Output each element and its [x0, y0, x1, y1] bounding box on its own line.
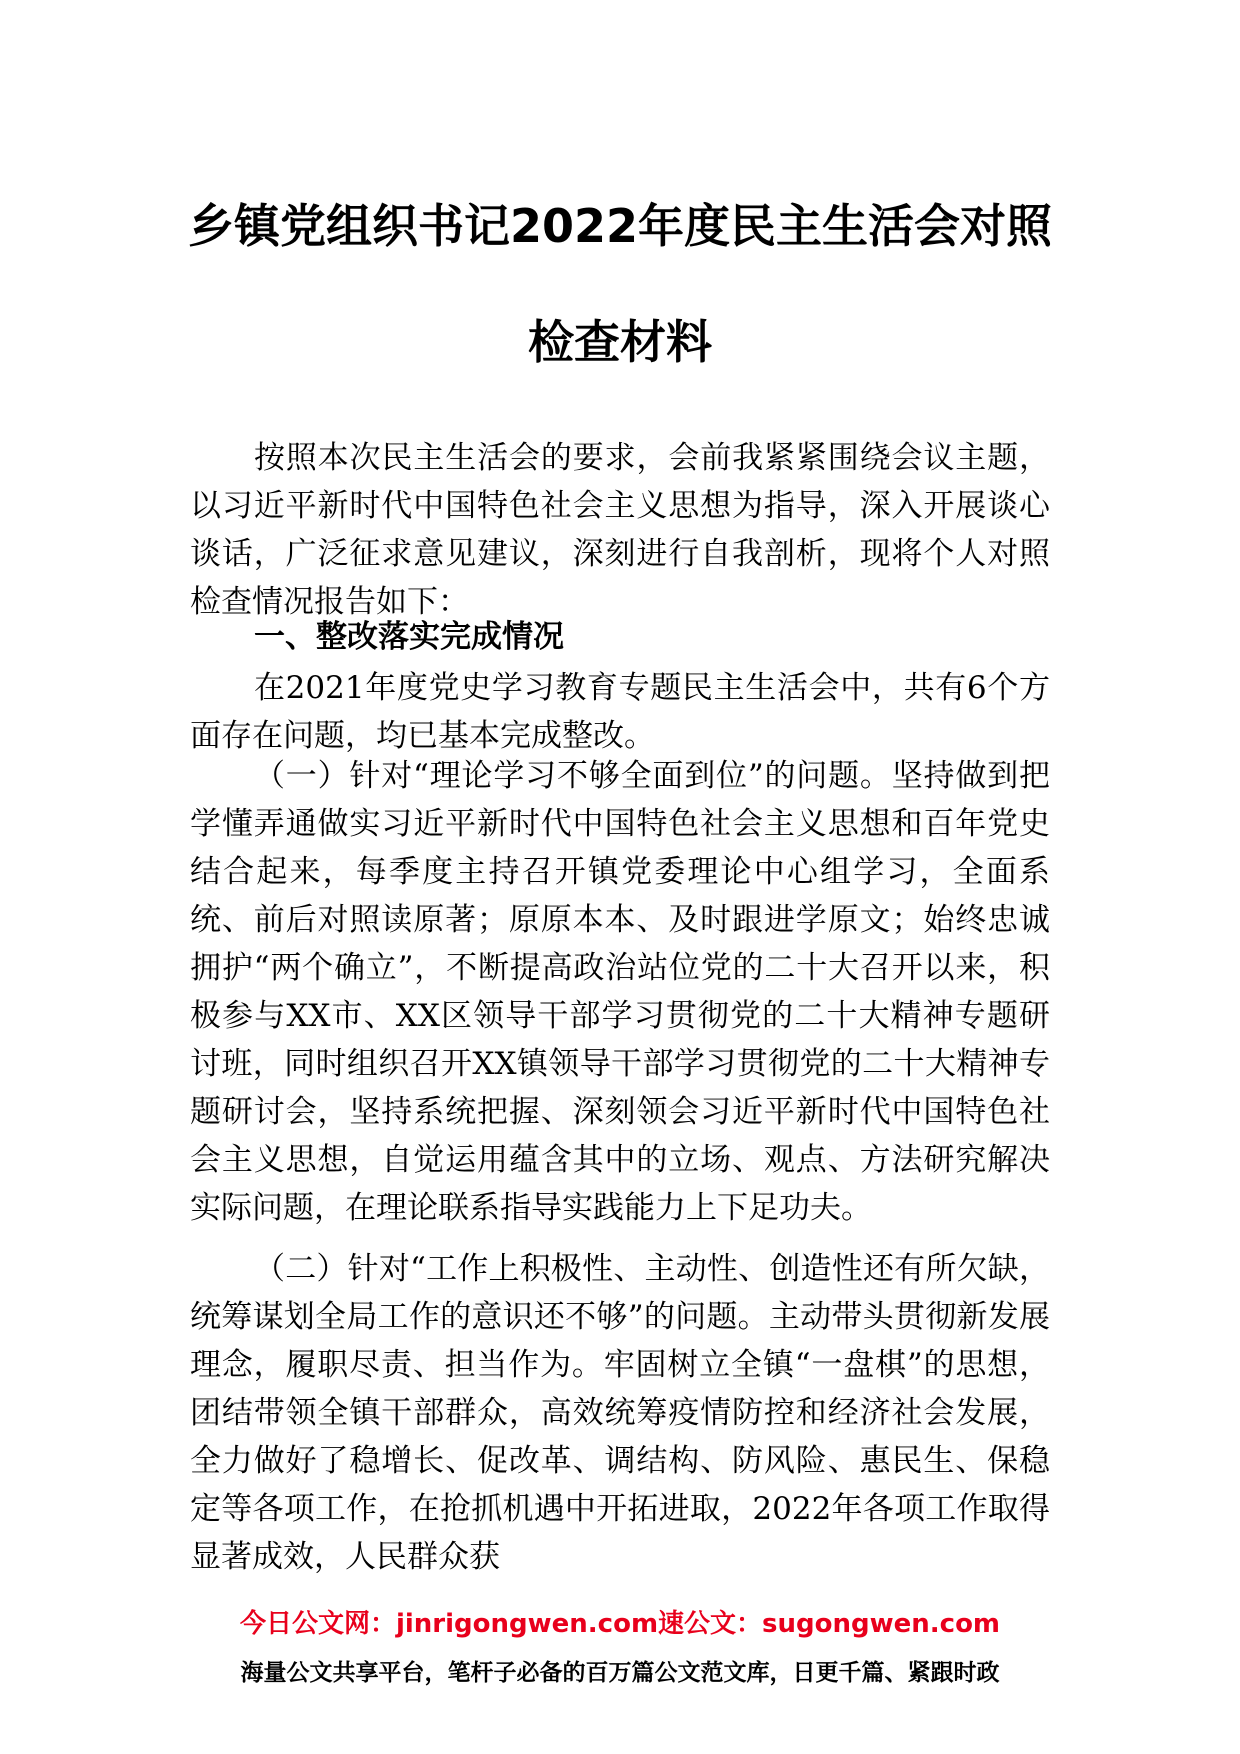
section1-paragraph: 在2021年度党史学习教育专题民主生活会中，共有6个方面存在问题，均已基本完成整改。	[190, 670, 1050, 754]
document-title-line-1: 乡镇党组织书记2022年度民主生活会对照	[187, 199, 1053, 253]
section-heading-1: 一、整改落实完成情况	[254, 619, 564, 655]
footer-watermark-line-1: 今日公文网：jinrigongwen.com速公文：sugongwen.com	[239, 1609, 1001, 1639]
document-title-line-2: 检查材料	[528, 315, 712, 369]
subsection-1-paragraph: （一）针对“理论学习不够全面到位”的问题。坚持做到把学懂弄通做实习近平新时代中国特色社会主义思想和百年党史结合起来，每季度主持召开镇党委理论中心组学习，全面系统、前后对照读原著；原原本本、及时跟进学原文；始终忠诚拥护“两个确立”，不断提高政治站位党的二十大召开以来，积极参与XX市、XX区领导干部学习贯彻党的二十大精神专题研讨班，同时组织召开XX镇领导干部学习贯彻党的二十大精神专题研讨会，坚持系统把握、深刻领会习近平新时代中国特色社会主义思想，自觉运用蕴含其中的立场、观点、方法研究解决实际问题，在理论联系指导实践能力上下足功夫。	[190, 758, 1050, 1226]
footer-watermark-line-2: 海量公文共享平台，笔杆子必备的百万篇公文范文库，日更千篇、紧跟时政	[240, 1660, 1000, 1686]
subsection-2-paragraph: （二）针对“工作上积极性、主动性、创造性还有所欠缺，统筹谋划全局工作的意识还不够”的问题。主动带头贯彻新发展理念，履职尽责、担当作为。牢固树立全镇“一盘棋”的思想，团结带领全镇干部群众，高效统筹疫情防控和经济社会发展，全力做好了稳增长、促改革、调结构、防风险、惠民生、保稳定等各项工作，在抢抓机遇中开拓进取，2022年各项工作取得显著成效，人民群众获	[190, 1251, 1050, 1575]
intro-paragraph: 按照本次民主生活会的要求，会前我紧紧围绕会议主题，以习近平新时代中国特色社会主义思想为指导，深入开展谈心谈话，广泛征求意见建议，深刻进行自我剖析，现将个人对照检查情况报告如下：	[190, 440, 1050, 620]
